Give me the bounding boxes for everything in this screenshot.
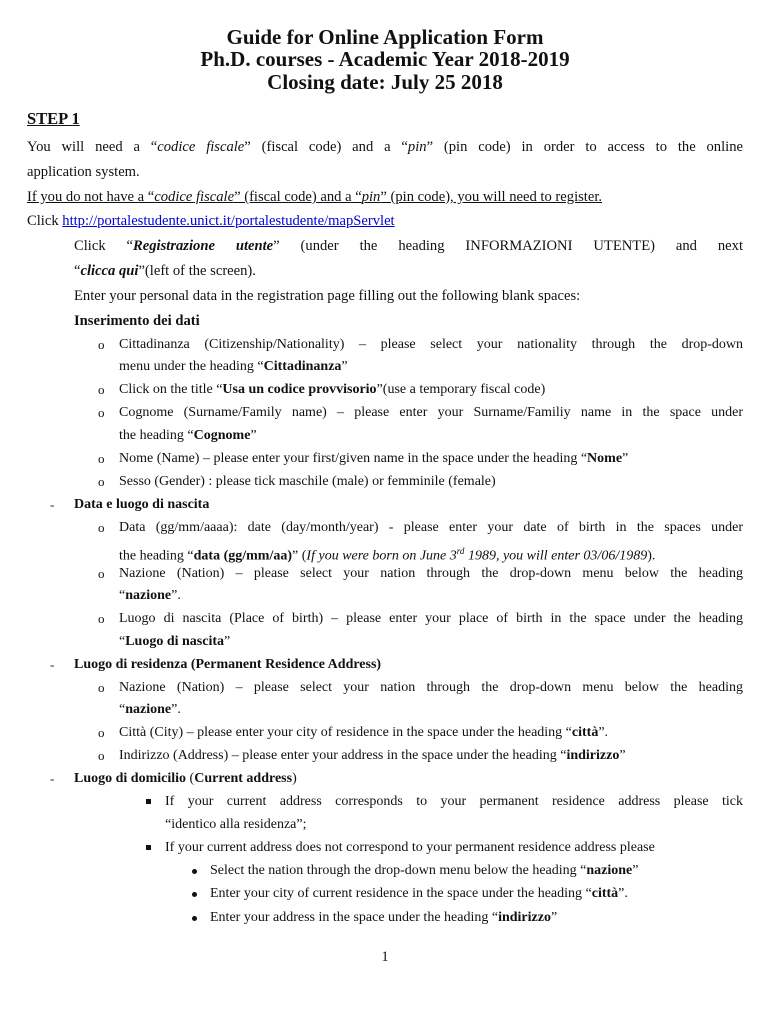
circle-bullet: o: [98, 748, 105, 763]
section-heading-inserimento: Inserimento dei dati: [74, 313, 200, 329]
list-item-nome: Nome (Name) – please enter your first/given name in the space under the heading “Nome”: [119, 451, 629, 466]
list-item-cognome-line1: Cognome (Surname/Family name) – please enter your Surname/Familiy name in the space under: [119, 405, 743, 420]
doc-title-line1: Guide for Online Application Form: [226, 25, 544, 49]
section-heading-domicilio: Luogo di domicilio (Current address): [74, 771, 297, 786]
circle-bullet: o: [98, 337, 105, 352]
dash-bullet: -: [50, 497, 55, 512]
intro-paragraph-line1: You will need a “codice fiscale” (fiscal code) and a “pin” (pin code) in order to access to the online: [27, 139, 743, 155]
domicilio-option-different: If your current address does not correspond to your permanent residence address please: [165, 840, 655, 855]
domicilio-step-indirizzo: Enter your address in the space under the heading “indirizzo”: [210, 910, 558, 925]
dash-bullet: -: [50, 657, 55, 672]
domicilio-option-same-line1: If your current address corresponds to your permanent residence address please tick: [165, 794, 743, 809]
list-item-cognome-line2: the heading “Cognome”: [119, 428, 257, 443]
registration-instruction-line1: Click “Registrazione utente” (under the heading INFORMAZIONI UTENTE) and next: [74, 238, 744, 254]
list-item-luogo-nascita-line2: “Luogo di nascita”: [119, 634, 231, 649]
dot-bullet: [192, 916, 197, 921]
list-item-nazione-residenza-line1: Nazione (Nation) – please select your nation through the drop-down menu below the heading: [119, 680, 743, 695]
domicilio-option-same-line2: “identico alla residenza”;: [165, 817, 307, 832]
list-item-nazione-residenza-line2: “nazione”.: [119, 702, 181, 717]
register-note: If you do not have a “codice fiscale” (fiscal code) and a “pin” (pin code), you will need to register.: [27, 189, 603, 205]
list-item-citta-residenza: Città (City) – please enter your city of residence in the space under the heading “città”.: [119, 725, 609, 740]
registration-instruction-line2: “clicca qui”(left of the screen).: [74, 263, 256, 279]
section-heading-nascita: Data e luogo di nascita: [74, 497, 210, 512]
step-heading: STEP 1: [27, 109, 80, 128]
circle-bullet: o: [98, 725, 105, 740]
list-item-data-line2: the heading “data (gg/mm/aa)” (If you were born on June 3rd 1989, you will enter 03/06/1989).: [119, 546, 656, 564]
list-item-nazione-nascita-line1: Nazione (Nation) – please select your nation through the drop-down menu below the heading: [119, 566, 743, 581]
portal-link[interactable]: http://portalestudente.unict.it/portalestudente/mapServlet: [62, 213, 395, 229]
circle-bullet: o: [98, 405, 105, 420]
circle-bullet: o: [98, 382, 105, 397]
click-link-line: Click http://portalestudente.unict.it/portalestudente/mapServlet: [27, 213, 395, 229]
circle-bullet: o: [98, 451, 105, 466]
list-item-cittadinanza-line2: menu under the heading “Cittadinanza”: [119, 359, 348, 374]
doc-title-line2: Ph.D. courses - Academic Year 2018-2019: [200, 47, 570, 71]
dash-bullet: -: [50, 771, 55, 786]
circle-bullet: o: [98, 611, 105, 626]
square-bullet: [146, 799, 151, 804]
domicilio-step-nazione: Select the nation through the drop-down menu below the heading “nazione”: [210, 863, 639, 878]
doc-title-line3: Closing date: July 25 2018: [267, 70, 503, 94]
list-item-codice-provvisorio: Click on the title “Usa un codice provvisorio”(use a temporary fiscal code): [119, 382, 546, 397]
square-bullet: [146, 845, 151, 850]
list-item-indirizzo-residenza: Indirizzo (Address) – please enter your address in the space under the heading “indirizzo”: [119, 748, 626, 763]
circle-bullet: o: [98, 520, 105, 535]
circle-bullet: o: [98, 474, 105, 489]
dot-bullet: [192, 869, 197, 874]
intro-paragraph-line2: application system.: [27, 164, 140, 180]
enter-data-instruction: Enter your personal data in the registration page filling out the following blank spaces:: [74, 288, 581, 304]
circle-bullet: o: [98, 680, 105, 695]
list-item-luogo-nascita-line1: Luogo di nascita (Place of birth) – please enter your place of birth in the space under the heading: [119, 611, 743, 626]
list-item-cittadinanza-line1: Cittadinanza (Citizenship/Nationality) – please select your nationality through the drop-down: [119, 337, 743, 352]
page-number: 1: [381, 949, 389, 965]
circle-bullet: o: [98, 566, 105, 581]
list-item-sesso: Sesso (Gender) : please tick maschile (male) or femminile (female): [119, 474, 496, 489]
domicilio-step-citta: Enter your city of current residence in the space under the heading “città”.: [210, 886, 628, 901]
dot-bullet: [192, 892, 197, 897]
list-item-data-line1: Data (gg/mm/aaaa): date (day/month/year) - please enter your date of birth in the spaces under: [119, 520, 743, 535]
list-item-nazione-nascita-line2: “nazione”.: [119, 588, 181, 603]
section-heading-residenza: Luogo di residenza (Permanent Residence Address): [74, 657, 382, 672]
